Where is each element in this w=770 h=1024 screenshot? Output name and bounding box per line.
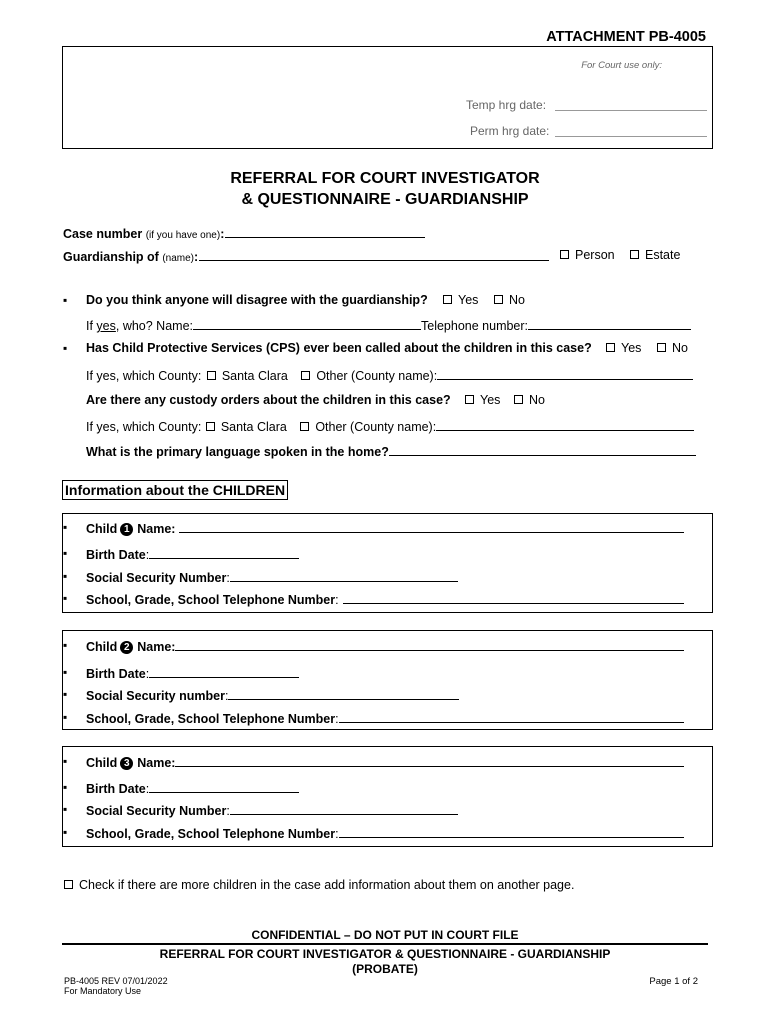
child-1-box xyxy=(62,513,713,613)
estate-option[interactable] xyxy=(630,248,680,262)
q2-other-county-checkbox[interactable] xyxy=(301,371,310,380)
q1-yes-option[interactable] xyxy=(443,293,478,307)
child-2-school-field[interactable] xyxy=(339,710,684,723)
q2-other-county-label: Other (County name): xyxy=(316,369,438,383)
footer-rev-block xyxy=(64,976,168,996)
more-children-row[interactable] xyxy=(64,878,574,892)
q3-no-checkbox[interactable] xyxy=(514,395,523,404)
children-section-heading: Information about the CHILDREN xyxy=(62,480,288,500)
footer-probate: (PROBATE) xyxy=(352,962,418,976)
q1-followup-row xyxy=(86,317,691,333)
child-3-ssn-row: Social Security Number: xyxy=(86,802,458,818)
footer-mandatory: For Mandatory Use xyxy=(64,986,142,996)
person-label: Person xyxy=(575,248,615,262)
bullet-icon: ▪ xyxy=(63,520,68,534)
child-1-name-row xyxy=(86,520,684,536)
person-checkbox[interactable] xyxy=(560,250,569,259)
q3-other-county-field[interactable] xyxy=(436,418,694,431)
child-2-name-row xyxy=(86,638,684,654)
child-1-school-field[interactable] xyxy=(343,591,684,604)
guardianship-name-field[interactable] xyxy=(199,248,549,261)
q1-follow-prefix: If xyxy=(86,319,97,333)
page-number: Page 1 of 2 xyxy=(649,976,698,987)
q3-county-label: If yes, which County: xyxy=(86,420,202,434)
number-1-icon: 1 xyxy=(120,523,133,536)
child-1-ssn-row: Social Security Number: xyxy=(86,569,458,585)
child-1-birth-label: Birth Date xyxy=(86,548,146,562)
bullet-icon: ▪ xyxy=(63,546,68,560)
q4-language-row xyxy=(86,443,696,459)
q3-yes-checkbox[interactable] xyxy=(465,395,474,404)
child-1-name-field[interactable] xyxy=(179,520,684,533)
guardianship-label: Guardianship of xyxy=(63,250,159,264)
q2-santa-clara-checkbox[interactable] xyxy=(207,371,216,380)
child-3-birth-field[interactable] xyxy=(149,780,299,793)
child-2-birth-field[interactable] xyxy=(149,665,299,678)
confidential-notice: CONFIDENTIAL – DO NOT PUT IN COURT FILE xyxy=(251,928,519,942)
child-2-label: Child xyxy=(86,640,118,654)
q1-no-label: No xyxy=(509,293,525,307)
child-3-ssn-field[interactable] xyxy=(230,802,458,815)
case-number-label: Case number xyxy=(63,227,143,241)
case-number-field[interactable] xyxy=(225,225,425,238)
footer-title-block xyxy=(0,947,770,977)
child-3-birth-row: Birth Date: xyxy=(86,780,299,796)
guardianship-colon: : xyxy=(194,250,199,264)
case-number-colon: : xyxy=(220,227,225,241)
person-option[interactable] xyxy=(560,248,615,262)
language-field[interactable] xyxy=(389,443,696,456)
number-2-icon: 2 xyxy=(120,641,133,654)
q3-other-county-label: Other (County name): xyxy=(315,420,437,434)
guardianship-row xyxy=(63,248,549,264)
child-2-box xyxy=(62,630,713,730)
child-2-ssn-label: Social Security number xyxy=(86,689,225,703)
guardianship-hint: (name) xyxy=(162,253,195,264)
q2-other-county-field[interactable] xyxy=(437,367,693,380)
telephone-field[interactable] xyxy=(528,317,691,330)
bullet-icon: ▪ xyxy=(63,754,68,768)
child-3-school-label: School, Grade, School Telephone Number xyxy=(86,827,336,841)
child-2-birth-row: Birth Date: xyxy=(86,665,299,681)
title-line-1: REFERRAL FOR COURT INVESTIGATOR xyxy=(230,170,540,187)
child-2-birth-label: Birth Date xyxy=(86,667,146,681)
estate-label: Estate xyxy=(645,248,681,262)
child-1-name-label: Name: xyxy=(137,522,176,536)
q3-santa-clara-checkbox[interactable] xyxy=(206,422,215,431)
q2-cps: Has Child Protective Services (CPS) ever been called about the children in this case? xyxy=(86,341,592,355)
case-number-hint: (if you have one) xyxy=(145,230,221,241)
case-number-row xyxy=(63,225,425,241)
child-1-school-label: School, Grade, School Telephone Number xyxy=(86,593,336,607)
bullet-icon: ▪ xyxy=(63,802,68,816)
child-1-school-row: School, Grade, School Telephone Number: xyxy=(86,591,684,607)
q1-disagree: Do you think anyone will disagree with the guardianship? xyxy=(86,293,428,307)
child-3-school-field[interactable] xyxy=(339,825,684,838)
perm-hrg-date-field[interactable] xyxy=(555,136,707,137)
bullet-icon: ▪ xyxy=(63,591,68,605)
bullet-icon: ▪ xyxy=(63,341,68,355)
q1-follow-suffix: , who? Name: xyxy=(115,319,193,333)
bullet-icon: ▪ xyxy=(63,665,68,679)
footer-title: REFERRAL FOR COURT INVESTIGATOR & QUESTIONNAIRE - GUARDIANSHIP xyxy=(159,947,611,961)
child-1-birth-row: Birth Date: xyxy=(86,546,299,562)
attachment-label: ATTACHMENT PB-4005 xyxy=(546,29,706,45)
q3-other-county-checkbox[interactable] xyxy=(300,422,309,431)
page-title xyxy=(0,168,770,210)
q3-custody: Are there any custody orders about the children in this case? xyxy=(86,393,451,407)
court-use-box xyxy=(62,46,713,149)
child-1-ssn-field[interactable] xyxy=(230,569,458,582)
child-3-ssn-label: Social Security Number xyxy=(86,804,227,818)
q1-follow-yes: yes xyxy=(96,319,116,333)
perm-hrg-date-label: Perm hrg date: xyxy=(470,124,550,138)
bullet-icon: ▪ xyxy=(63,687,68,701)
child-2-ssn-field[interactable] xyxy=(228,687,459,700)
q3-no-label: No xyxy=(529,393,545,407)
q4-language-label: What is the primary language spoken in the home? xyxy=(86,445,389,459)
number-3-icon: 3 xyxy=(120,757,133,770)
bullet-icon: ▪ xyxy=(63,710,68,724)
bullet-icon: ▪ xyxy=(63,780,68,794)
q1-yes-checkbox[interactable] xyxy=(443,295,452,304)
more-children-label: Check if there are more children in the case add information about them on another page. xyxy=(79,878,575,892)
q2-no-label: No xyxy=(672,341,688,355)
q3-county-row xyxy=(86,418,694,434)
q3-yes-option[interactable] xyxy=(465,393,500,407)
child-2-ssn-row: Social Security number: xyxy=(86,687,459,703)
child-3-birth-label: Birth Date xyxy=(86,782,146,796)
bullet-icon: ▪ xyxy=(63,825,68,839)
child-3-school-row: School, Grade, School Telephone Number: xyxy=(86,825,684,841)
q1-no-option[interactable] xyxy=(494,293,525,307)
footer-divider xyxy=(62,943,708,945)
estate-checkbox[interactable] xyxy=(630,250,639,259)
child-1-ssn-label: Social Security Number xyxy=(86,571,227,585)
telephone-label: Telephone number: xyxy=(421,319,529,333)
q2-yes-option[interactable] xyxy=(606,341,641,355)
q3-no-option[interactable] xyxy=(514,393,545,407)
q3-santa-clara-label: Santa Clara xyxy=(220,420,287,434)
q1-yes-label: Yes xyxy=(458,293,479,307)
child-2-school-label: School, Grade, School Telephone Number xyxy=(86,712,336,726)
child-3-box xyxy=(62,746,713,847)
child-3-name-label: Name: xyxy=(137,756,176,770)
child-2-name-field[interactable] xyxy=(175,638,684,651)
q2-no-option[interactable] xyxy=(657,341,688,355)
more-children-checkbox[interactable] xyxy=(64,880,73,889)
q3-yes-label: Yes xyxy=(480,393,501,407)
temp-hrg-date-label: Temp hrg date: xyxy=(466,98,547,112)
q2-santa-clara-label: Santa Clara xyxy=(221,369,288,383)
bullet-icon: ▪ xyxy=(63,569,68,583)
q2-yes-label: Yes xyxy=(621,341,642,355)
q2-no-checkbox[interactable] xyxy=(657,343,666,352)
footer-rev: PB-4005 REV 07/01/2022 xyxy=(64,976,168,986)
q1-no-checkbox[interactable] xyxy=(494,295,503,304)
child-1-label: Child xyxy=(86,522,118,536)
q2-county-label: If yes, which County: xyxy=(86,369,202,383)
temp-hrg-date-field[interactable] xyxy=(555,110,707,111)
q2-yes-checkbox[interactable] xyxy=(606,343,615,352)
child-3-name-field[interactable] xyxy=(175,754,684,767)
title-line-2: & QUESTIONNAIRE - GUARDIANSHIP xyxy=(241,191,529,208)
bullet-icon: ▪ xyxy=(63,293,68,307)
disagree-name-field[interactable] xyxy=(193,317,421,330)
child-3-label: Child xyxy=(86,756,118,770)
court-use-label: For Court use only: xyxy=(581,60,662,71)
child-2-school-row: School, Grade, School Telephone Number: xyxy=(86,710,684,726)
child-3-name-row xyxy=(86,754,684,770)
child-1-birth-field[interactable] xyxy=(149,546,299,559)
q2-county-row xyxy=(86,367,693,383)
bullet-icon: ▪ xyxy=(63,638,68,652)
child-2-name-label: Name: xyxy=(137,640,176,654)
